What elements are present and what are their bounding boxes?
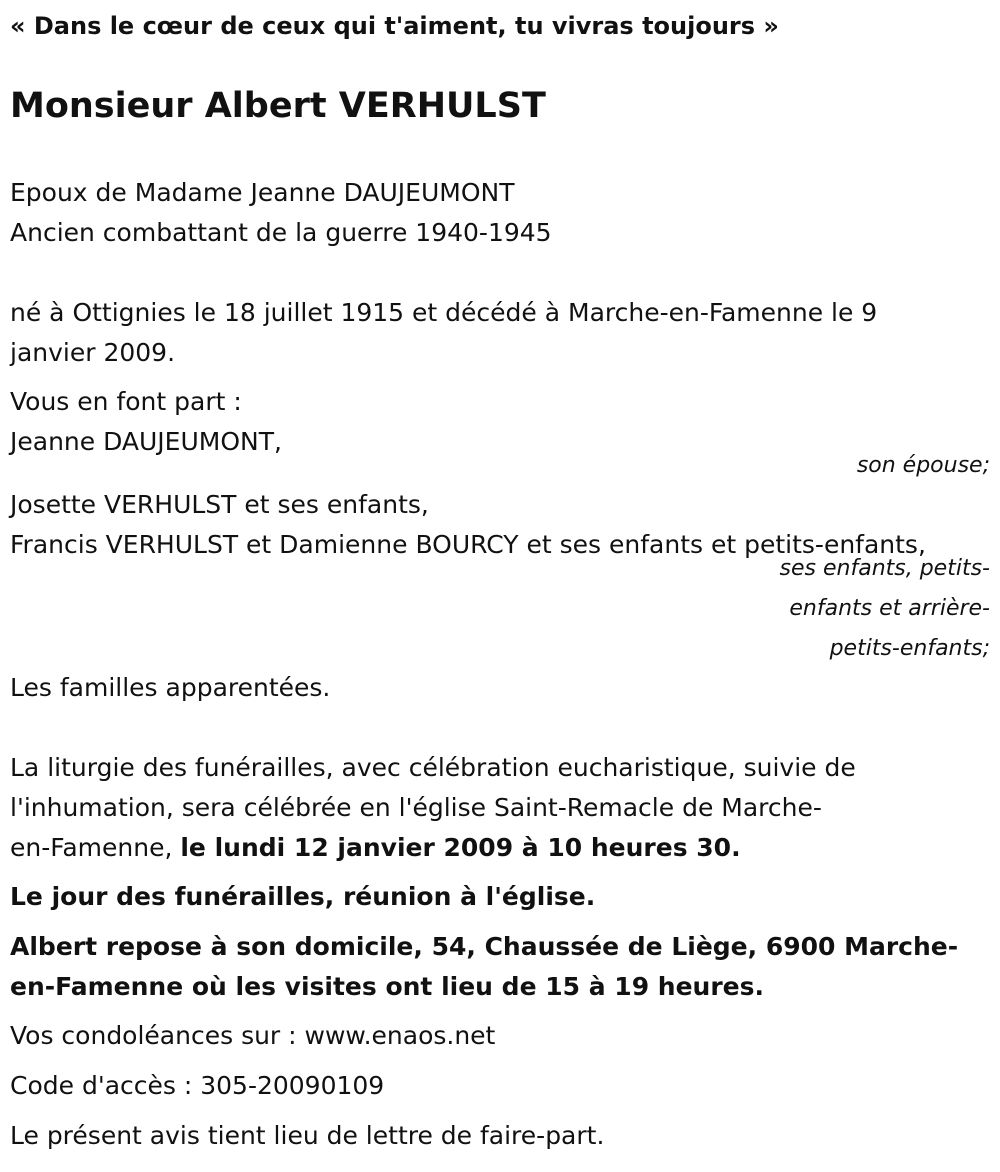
- deceased-name: Monsieur Albert VERHULST: [10, 86, 546, 126]
- funeral-meeting: Le jour des funérailles, réunion à l'église.: [10, 882, 596, 911]
- notice-line: Le présent avis tient lieu de lettre de faire-part.: [10, 1121, 605, 1150]
- relatives-line: Les familles apparentées.: [10, 673, 331, 702]
- children-role-line-1: ses enfants, petits-: [779, 556, 990, 581]
- spouse-line: Epoux de Madame Jeanne DAUJEUMONT: [10, 178, 515, 207]
- memorial-quote: « Dans le cœur de ceux qui t'aiment, tu vivras toujours »: [10, 12, 779, 40]
- repose-line-2: en-Famenne où les visites ont lieu de 15 à 19 heures.: [10, 972, 765, 1001]
- funeral-date-time: le lundi 12 janvier 2009 à 10 heures 30.: [180, 833, 741, 862]
- repose-line-1: Albert repose à son domicile, 54, Chaussée de Liège, 6900 Marche-: [10, 932, 959, 961]
- child-1: Josette VERHULST et ses enfants,: [10, 490, 429, 519]
- birth-death-line-2: janvier 2009.: [10, 338, 176, 367]
- child-2: Francis VERHULST et Damienne BOURCY et ses enfants et petits-enfants,: [10, 530, 926, 559]
- funeral-line-2: l'inhumation, sera célébrée en l'église Saint-Remacle de Marche-: [10, 793, 822, 822]
- family-intro: Vous en font part :: [10, 387, 242, 416]
- spouse-role: son épouse;: [856, 453, 990, 478]
- birth-death-line-1: né à Ottignies le 18 juillet 1915 et décédé à Marche-en-Famenne le 9: [10, 298, 878, 327]
- children-role-line-3: petits-enfants;: [829, 636, 990, 661]
- access-code-line: Code d'accès : 305-20090109: [10, 1071, 385, 1100]
- funeral-line-3: [10, 828, 741, 868]
- funeral-line-1: La liturgie des funérailles, avec célébration eucharistique, suivie de: [10, 753, 856, 782]
- veteran-line: Ancien combattant de la guerre 1940-1945: [10, 218, 552, 247]
- funeral-location-tail: en-Famenne,: [10, 833, 181, 862]
- condolences-line: Vos condoléances sur : www.enaos.net: [10, 1021, 496, 1050]
- children-role-line-2: enfants et arrière-: [789, 596, 990, 621]
- spouse-name: Jeanne DAUJEUMONT,: [10, 427, 282, 456]
